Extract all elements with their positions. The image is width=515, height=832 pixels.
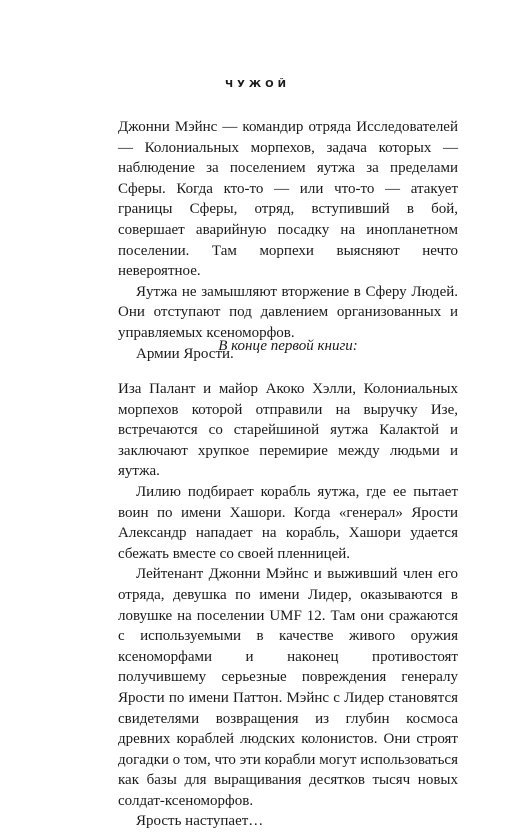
summary-paragraph-3: Лейтенант Джонни Мэйнс и выживший член его отряда, девушка по имени Лидер, оказываются в ловушке на поселении UMF 12. Там они сражаются с используемыми в качестве живого оружия ксеноморфами и наконец противостоят получившему серьезные повреждения генералу Ярости по имени Паттон. Мэйнс с Лидер становятся свидетелями возвращения из глубин космоса древних кораблей людских колонистов. Они строят догадки о том, что эти корабли могут использоваться как базы для выращивания десятков тысяч новых солдат-ксеноморфов. [118, 566, 458, 809]
intro-paragraph-2: Яутжа не замышляют вторжение в Сферу Людей. Они отступают под давлением организованных и управляемых ксеноморфов. [118, 283, 458, 341]
section-subheading: В конце первой книги: [218, 338, 358, 354]
summary-paragraph-1: Иза Палант и майор Акоко Хэлли, Колониальных морпехов которой отправили на выручку Изе, встречаются со старейшиной яутжа Калактой и заключают хрупкое перемирие между людьми и яутжа. [118, 381, 458, 480]
intro-paragraph-1: Джонни Мэйнс — командир отряда Исследователей — Колониальных морпехов, задача которых — наблюдение за поселением яутжа за пределами Сферы. Когда кто-то — или что-то — атакует границы Сферы, отряд, вступивший в бой, совершает аварийную посадку на инопланетном поселении. Там морпехи выясняют нечто невероятное. [118, 119, 458, 280]
summary-paragraph-2: Лилию подбирает корабль яутжа, где ее пытает воин по имени Хашори. Когда «генерал» Ярости Александр нападает на корабль, Хашори удается сбежать вместе со своей пленницей. [118, 483, 458, 562]
intro-paragraph-3: Армии Ярости. [136, 345, 234, 362]
summary-text [118, 379, 458, 832]
running-head: ЧУЖОЙ [225, 79, 290, 90]
intro-text [118, 117, 458, 364]
summary-paragraph-4: Ярость наступает… [136, 813, 264, 830]
